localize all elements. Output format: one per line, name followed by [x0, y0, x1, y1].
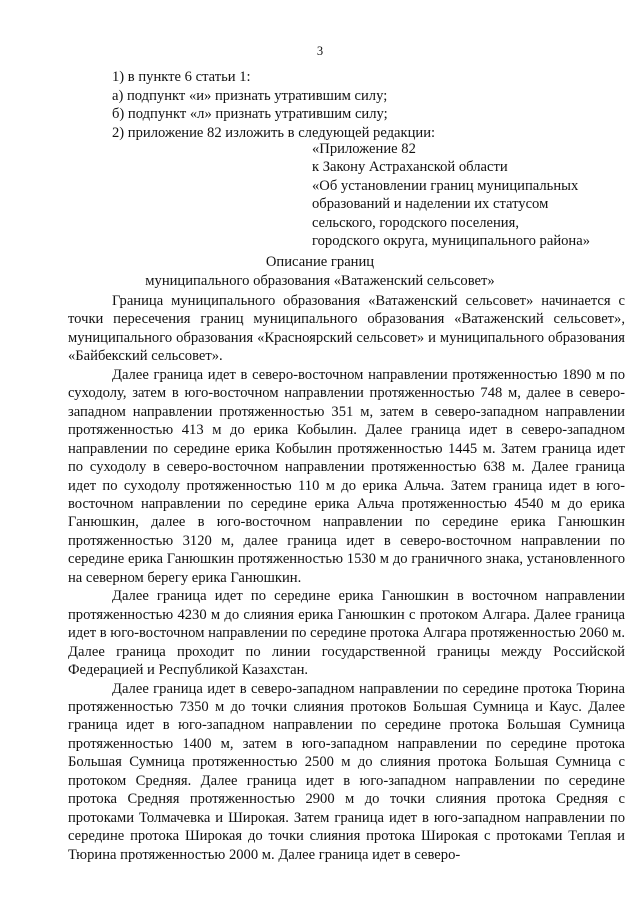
appendix-line: сельского, городского поселения, [312, 214, 519, 231]
paragraph: Далее граница идет в северо-восточном направлении протяженностью 1890 м по суходолу, затем в юго-восточном направлении протяженностью 748 м, далее в северо-западном направлении протяженностью 351 м, затем в северо-западном направлении протяженностью 413 м до ерика Кобылин. Далее граница идет в северо-западном направлении по середине ерика Кобылин протяженностью 1445 м. Затем граница идет по суходолу в северо-восточном направлении протяженностью 638 м. Далее граница идет по суходолу протяженностью 110 м до ерика Альча. Затем граница идет в юго-восточном направлении по середине ерика Альча протяженностью 4540 м до ерика Ганюшкин, далее в юго-восточном направлении по середине ерика Ганюшкин протяженностью 3120 м, далее граница идет в северо-восточном направлении по середине ерика Ганюшкин протяженностью 1530 м до граничного знака, установленного на северном берегу ерика Ганюшкин. [68, 366, 625, 586]
amendments-list [68, 68, 628, 142]
description-title-line: Описание границ [265, 254, 375, 270]
appendix-line: к Закону Астраханской области [312, 159, 508, 176]
appendix-line: образований и наделении их статусом [312, 196, 549, 213]
paragraph: Граница муниципального образования «Ватаженский сельсовет» начинается с точки пересечения границ муниципального образования «Ватаженский сельсовет», муниципального образования «Красноярский сельсовет» и муниципального образования «Байбекский сельсовет». [68, 293, 625, 365]
amendment-item: 1) в пункте 6 статьи 1: [112, 69, 251, 85]
appendix-line: городского округа, муниципального района» [312, 232, 591, 249]
appendix-line: «Приложение 82 [312, 141, 416, 157]
amendment-item: б) подпункт «л» признать утратившим силу; [112, 106, 388, 122]
amendment-item: а) подпункт «и» признать утратившим силу; [112, 87, 388, 104]
appendix-reference [312, 140, 632, 250]
boundary-description-body [68, 292, 625, 864]
description-title [0, 253, 640, 290]
page-number: 3 [316, 44, 324, 58]
appendix-line: «Об установлении границ муниципальных [312, 177, 579, 194]
paragraph: Далее граница идет по середине ерика Ганюшкин в восточном направлении протяженностью 4230 м до слияния ерика Ганюшкин с протоком Алгара. Далее граница идет в юго-восточном направлении по середине протока Алгара протяженностью 2060 м. Далее граница проходит по линии государственной границы между Российской Федерацией и Республикой Казахстан. [68, 588, 625, 679]
description-title-line: муниципального образования «Ватаженский сельсовет» [145, 272, 495, 289]
paragraph: Далее граница идет в северо-западном направлении по середине протока Тюрина протяженностью 7350 м до точки слияния протоков Большая Сумница и Каус. Далее граница идет в юго-западном направлении по середине протока Большая Сумница протяженностью 1400 м, затем в юго-западном направлении по середине протока Большая Сумница протяженностью 2500 м до слияния протока Большая Сумница с протоком Средняя. Далее граница идет в юго-западном направлении по середине протока Средняя протяженностью 2900 м до точки слияния протока Средняя с протоками Толмачевка и Широкая. Затем граница идет в юго-западном направлении по середине протока Широкая до точки слияния протока Широкая с протоками Теплая и Тюрина протяженностью 2000 м. Далее граница идет в северо- [68, 680, 625, 863]
amendment-item: 2) приложение 82 изложить в следующей редакции: [112, 124, 436, 141]
